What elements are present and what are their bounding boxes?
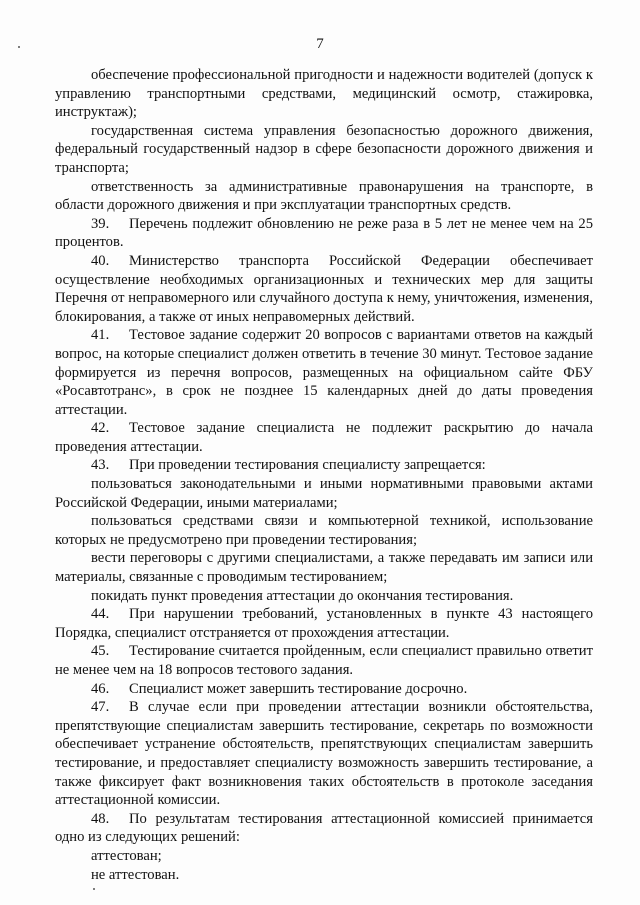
scan-speck bbox=[18, 46, 20, 48]
item-number: 43. bbox=[91, 457, 110, 474]
page-number: 7 bbox=[316, 36, 324, 52]
paragraph-text: ответственность за административные правонарушения на транспорте, в области дорожного движения и при эксплуатации транспортных средств. bbox=[55, 178, 593, 214]
paragraph-text: Специалист может завершить тестирование досрочно. bbox=[129, 680, 468, 697]
paragraph-item-41 bbox=[55, 326, 593, 419]
paragraph-text: вести переговоры с другими специалистами, а также передавать им записи или материалы, связанные с проводимым тестированием; bbox=[55, 550, 593, 586]
item-number: 41. bbox=[91, 327, 110, 344]
paragraph-item-48 bbox=[55, 810, 593, 847]
paragraph bbox=[55, 866, 593, 885]
paragraph-text: При нарушении требований, установленных в пункте 43 настоящего Порядка, специалист отстраняется от прохождения аттестации. bbox=[55, 606, 593, 641]
paragraph bbox=[55, 587, 593, 606]
item-number: 44. bbox=[91, 606, 110, 623]
paragraph-text: Тестовое задание содержит 20 вопросов с вариантами ответов на каждый вопрос, на которые специалист должен ответить в течение 30 минут. Тестовое задание формируется из перечня вопросов, размещенных на официальном сайте ФБУ «Росавтотранс», в срок не позднее 15 календарных дней до даты проведения аттестации. bbox=[55, 327, 593, 418]
paragraph-text: обеспечение профессиональной пригодности и надежности водителей (допуск к управлению транспортными средствами, медицинский осмотр, стажировка, инструктаж); bbox=[55, 67, 593, 121]
paragraph-item-43 bbox=[55, 456, 593, 475]
paragraph-text: Тестирование считается пройденным, если специалист правильно ответит не менее чем на 18 вопросов тестового задания. bbox=[55, 643, 593, 678]
paragraph-item-39 bbox=[55, 215, 593, 252]
paragraph-item-47 bbox=[55, 698, 593, 810]
paragraph-text: В случае если при проведении аттестации возникли обстоятельства, препятствующие специалистам завершить тестирование, секретарь по возможности обеспечивает устранение обстоятельств, препятствующих специалистам завершить тестирование, и предоставляет специалисту возможность завершить тестирование, а также фиксирует факт возникновения таких обстоятельств в протоколе заседания аттестационной комиссии. bbox=[55, 699, 593, 809]
paragraph-text: покидать пункт проведения аттестации до окончания тестирования. bbox=[91, 587, 514, 604]
paragraph-text: пользоваться средствами связи и компьютерной техникой, использование которых не предусмотрено при проведении тестирования; bbox=[55, 513, 593, 548]
paragraph-item-40 bbox=[55, 252, 593, 326]
paragraph-text: При проведении тестирования специалисту запрещается: bbox=[129, 457, 486, 474]
item-number: 42. bbox=[91, 420, 110, 437]
paragraph bbox=[55, 512, 593, 549]
paragraph-text: не аттестован. bbox=[91, 866, 180, 883]
paragraph-text: государственная система управления безопасностью дорожного движения, федеральный государственный надзор в сфере безопасности дорожного движения и транспорта; bbox=[55, 122, 593, 176]
scan-speck bbox=[93, 888, 95, 890]
document-body bbox=[55, 66, 593, 884]
paragraph-text: Перечень подлежит обновлению не реже раза в 5 лет не менее чем на 25 процентов. bbox=[55, 215, 593, 251]
paragraph bbox=[55, 847, 593, 866]
paragraph bbox=[55, 178, 593, 215]
paragraph bbox=[55, 549, 593, 586]
paragraph-text: пользоваться законодательными и иными нормативными правовыми актами Российской Федерации, иными материалами; bbox=[55, 476, 593, 511]
paragraph-text: Министерство транспорта Российской Федерации обеспечивает осуществление необходимых организационных и технических мер для защиты Перечня от неправомерного или случайного доступа к нему, уничтожения, изменения, блокирования, а также от иных неправомерных действий. bbox=[55, 252, 593, 325]
paragraph-item-42 bbox=[55, 419, 593, 456]
paragraph-text: аттестован; bbox=[91, 847, 162, 864]
item-number: 40. bbox=[91, 252, 110, 269]
paragraph bbox=[55, 122, 593, 178]
item-number: 46. bbox=[91, 680, 110, 697]
paragraph-item-44 bbox=[55, 605, 593, 642]
paragraph bbox=[55, 475, 593, 512]
item-number: 47. bbox=[91, 699, 110, 716]
paragraph-item-45 bbox=[55, 642, 593, 679]
paragraph bbox=[55, 66, 593, 122]
item-number: 39. bbox=[91, 215, 110, 232]
paragraph-item-46 bbox=[55, 680, 593, 699]
paragraph-text: Тестовое задание специалиста не подлежит раскрытию до начала проведения аттестации. bbox=[55, 420, 593, 455]
item-number: 45. bbox=[91, 643, 110, 660]
item-number: 48. bbox=[91, 810, 110, 827]
paragraph-text: По результатам тестирования аттестационной комиссией принимается одно из следующих решений: bbox=[55, 810, 593, 846]
